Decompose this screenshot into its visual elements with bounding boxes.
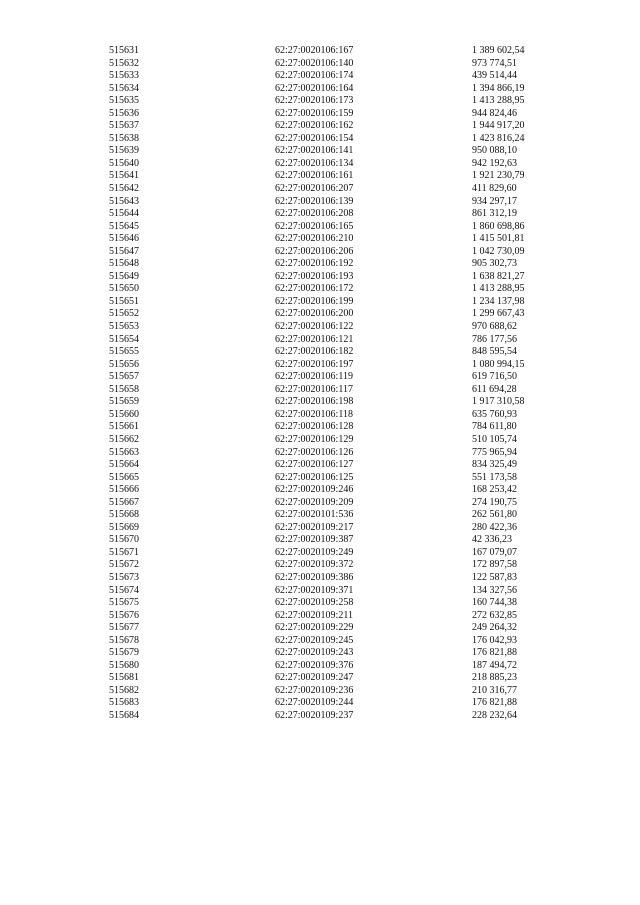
- cadastral-number-cell: 62:27:0020106:161: [275, 170, 354, 182]
- record-number-cell: 515668: [109, 509, 139, 521]
- cadastral-number-cell: 62:27:0020109:209: [275, 496, 354, 508]
- record-number-cell: 515639: [109, 145, 139, 157]
- cadastral-number-cell: 62:27:0020101:536: [275, 509, 354, 521]
- cadastral-value-cell: 122 587,83: [472, 571, 517, 583]
- record-number-cell: 515651: [109, 295, 139, 307]
- record-number-cell: 515650: [109, 283, 139, 295]
- record-number-cell: 515645: [109, 220, 139, 232]
- record-number-cell: 515659: [109, 396, 139, 408]
- table-row: [109, 145, 569, 158]
- table-row: [109, 672, 569, 685]
- cadastral-number-cell: 62:27:0020109:372: [275, 559, 354, 571]
- cadastral-value-cell: 176 821,88: [472, 697, 517, 709]
- table-row: [109, 321, 569, 334]
- cadastral-value-cell: 1 423 816,24: [472, 132, 525, 144]
- cadastral-value-cell: 1 042 730,09: [472, 245, 525, 257]
- table-row: [109, 472, 569, 485]
- cadastral-value-cell: 187 494,72: [472, 659, 517, 671]
- table-row: [109, 697, 569, 710]
- cadastral-number-cell: 62:27:0020109:237: [275, 709, 354, 721]
- table-row: [109, 522, 569, 535]
- record-number-cell: 515646: [109, 233, 139, 245]
- cadastral-number-cell: 62:27:0020106:198: [275, 396, 354, 408]
- cadastral-number-cell: 62:27:0020106:193: [275, 270, 354, 282]
- cadastral-value-cell: 611 694,28: [472, 383, 517, 395]
- record-number-cell: 515654: [109, 333, 139, 345]
- cadastral-value-cell: 1 415 501,81: [472, 233, 525, 245]
- cadastral-value-cell: 272 632,85: [472, 609, 517, 621]
- table-row: [109, 359, 569, 372]
- cadastral-number-cell: 62:27:0020106:118: [275, 408, 353, 420]
- cadastral-value-cell: 1 389 602,54: [472, 45, 525, 56]
- record-number-cell: 515642: [109, 183, 139, 195]
- cadastral-number-cell: 62:27:0020109:249: [275, 546, 354, 558]
- record-number-cell: 515643: [109, 195, 139, 207]
- cadastral-number-cell: 62:27:0020106:164: [275, 82, 354, 94]
- table-row: [109, 133, 569, 146]
- cadastral-value-cell: 942 192,63: [472, 157, 517, 169]
- table-row: [109, 83, 569, 96]
- table-row: [109, 660, 569, 673]
- table-row: [109, 434, 569, 447]
- cadastral-number-cell: 62:27:0020106:154: [275, 132, 354, 144]
- table-row: [109, 208, 569, 221]
- table-row: [109, 334, 569, 347]
- cadastral-value-cell: 635 760,93: [472, 408, 517, 420]
- cadastral-value-cell: 1 638 821,27: [472, 270, 525, 282]
- record-number-cell: 515667: [109, 496, 139, 508]
- record-number-cell: 515634: [109, 82, 139, 94]
- cadastral-number-cell: 62:27:0020106:172: [275, 283, 354, 295]
- record-number-cell: 515666: [109, 484, 139, 496]
- cadastral-number-cell: 62:27:0020109:245: [275, 634, 354, 646]
- cadastral-number-cell: 62:27:0020109:371: [275, 584, 354, 596]
- cadastral-number-cell: 62:27:0020106:122: [275, 321, 354, 333]
- table-row: [109, 183, 569, 196]
- record-number-cell: 515658: [109, 383, 139, 395]
- table-row: [109, 283, 569, 296]
- cadastral-value-cell: 262 561,80: [472, 509, 517, 521]
- record-number-cell: 515675: [109, 597, 139, 609]
- table-row: [109, 572, 569, 585]
- cadastral-number-cell: 62:27:0020106:208: [275, 208, 354, 220]
- cadastral-value-cell: 172 897,58: [472, 559, 517, 571]
- cadastral-number-cell: 62:27:0020106:174: [275, 70, 354, 82]
- table-row: [109, 547, 569, 560]
- table-row: [109, 308, 569, 321]
- record-number-cell: 515672: [109, 559, 139, 571]
- table-row: [109, 384, 569, 397]
- table-row: [109, 246, 569, 259]
- cadastral-number-cell: 62:27:0020106:159: [275, 107, 354, 119]
- table-row: [109, 346, 569, 359]
- record-number-cell: 515684: [109, 709, 139, 721]
- record-number-cell: 515676: [109, 609, 139, 621]
- table-row: [109, 534, 569, 547]
- table-row: [109, 447, 569, 460]
- cadastral-value-cell: 176 042,93: [472, 634, 517, 646]
- cadastral-value-cell: 861 312,19: [472, 208, 517, 220]
- table-row: [109, 421, 569, 434]
- cadastral-value-cell: 160 744,38: [472, 597, 517, 609]
- record-number-cell: 515644: [109, 208, 139, 220]
- cadastral-value-cell: 228 232,64: [472, 709, 517, 721]
- cadastral-number-cell: 62:27:0020109:376: [275, 659, 354, 671]
- cadastral-number-cell: 62:27:0020109:236: [275, 684, 354, 696]
- record-number-cell: 515671: [109, 546, 139, 558]
- table-row: [109, 108, 569, 121]
- cadastral-value-cell: 1 860 698,86: [472, 220, 525, 232]
- record-number-cell: 515662: [109, 433, 139, 445]
- cadastral-value-cell: 1 917 310,58: [472, 396, 525, 408]
- record-number-cell: 515641: [109, 170, 139, 182]
- record-number-cell: 515683: [109, 697, 139, 709]
- cadastral-value-cell: 280 422,36: [472, 521, 517, 533]
- table-row: [109, 233, 569, 246]
- cadastral-number-cell: 62:27:0020106:207: [275, 183, 354, 195]
- table-row: [109, 622, 569, 635]
- cadastral-value-cell: 848 595,54: [472, 346, 517, 358]
- cadastral-number-cell: 62:27:0020109:243: [275, 647, 354, 659]
- table-row: [109, 409, 569, 422]
- record-number-cell: 515636: [109, 107, 139, 119]
- cadastral-number-cell: 62:27:0020106:210: [275, 233, 354, 245]
- cadastral-value-cell: 786 177,56: [472, 333, 517, 345]
- cadastral-value-cell: 167 079,07: [472, 546, 517, 558]
- table-row: [109, 497, 569, 510]
- cadastral-value-cell: 973 774,51: [472, 57, 517, 69]
- cadastral-number-cell: 62:27:0020106:140: [275, 57, 354, 69]
- cadastral-value-cell: 551 173,58: [472, 471, 517, 483]
- record-number-cell: 515681: [109, 672, 139, 684]
- record-number-cell: 515669: [109, 521, 139, 533]
- table-row: [109, 585, 569, 598]
- record-number-cell: 515678: [109, 634, 139, 646]
- data-table: [109, 45, 569, 723]
- table-row: [109, 58, 569, 71]
- cadastral-number-cell: 62:27:0020106:167: [275, 45, 354, 56]
- table-row: [109, 95, 569, 108]
- cadastral-value-cell: 1 413 288,95: [472, 95, 525, 107]
- cadastral-number-cell: 62:27:0020106:162: [275, 120, 354, 132]
- cadastral-number-cell: 62:27:0020106:199: [275, 295, 354, 307]
- record-number-cell: 515673: [109, 571, 139, 583]
- cadastral-value-cell: 944 824,46: [472, 107, 517, 119]
- cadastral-number-cell: 62:27:0020106:134: [275, 157, 354, 169]
- cadastral-number-cell: 62:27:0020106:141: [275, 145, 354, 157]
- cadastral-number-cell: 62:27:0020106:200: [275, 308, 354, 320]
- cadastral-value-cell: 1 413 288,95: [472, 283, 525, 295]
- record-number-cell: 515674: [109, 584, 139, 596]
- cadastral-value-cell: 1 234 137,98: [472, 295, 525, 307]
- cadastral-number-cell: 62:27:0020109:246: [275, 484, 354, 496]
- record-number-cell: 515649: [109, 270, 139, 282]
- cadastral-number-cell: 62:27:0020106:119: [275, 371, 353, 383]
- cadastral-number-cell: 62:27:0020106:165: [275, 220, 354, 232]
- cadastral-number-cell: 62:27:0020106:127: [275, 459, 354, 471]
- record-number-cell: 515680: [109, 659, 139, 671]
- cadastral-value-cell: 775 965,94: [472, 446, 517, 458]
- record-number-cell: 515656: [109, 358, 139, 370]
- table-row: [109, 371, 569, 384]
- record-number-cell: 515664: [109, 459, 139, 471]
- cadastral-value-cell: 411 829,60: [472, 183, 517, 195]
- cadastral-value-cell: 218 885,23: [472, 672, 517, 684]
- record-number-cell: 515632: [109, 57, 139, 69]
- cadastral-number-cell: 62:27:0020109:244: [275, 697, 354, 709]
- table-row: [109, 221, 569, 234]
- cadastral-value-cell: 510 105,74: [472, 433, 517, 445]
- table-row: [109, 509, 569, 522]
- cadastral-number-cell: 62:27:0020106:121: [275, 333, 354, 345]
- cadastral-number-cell: 62:27:0020106:173: [275, 95, 354, 107]
- table-row: [109, 647, 569, 660]
- cadastral-value-cell: 274 190,75: [472, 496, 517, 508]
- cadastral-value-cell: 176 821,88: [472, 647, 517, 659]
- cadastral-value-cell: 784 611,80: [472, 421, 517, 433]
- cadastral-number-cell: 62:27:0020109:211: [275, 609, 353, 621]
- record-number-cell: 515638: [109, 132, 139, 144]
- table-row: [109, 635, 569, 648]
- record-number-cell: 515663: [109, 446, 139, 458]
- record-number-cell: 515657: [109, 371, 139, 383]
- cadastral-value-cell: 439 514,44: [472, 70, 517, 82]
- table-row: [109, 196, 569, 209]
- cadastral-value-cell: 934 297,17: [472, 195, 517, 207]
- cadastral-value-cell: 1 944 917,20: [472, 120, 525, 132]
- cadastral-number-cell: 62:27:0020106:128: [275, 421, 354, 433]
- record-number-cell: 515665: [109, 471, 139, 483]
- cadastral-number-cell: 62:27:0020109:229: [275, 622, 354, 634]
- cadastral-value-cell: 42 336,23: [472, 534, 512, 546]
- table-row: [109, 120, 569, 133]
- cadastral-number-cell: 62:27:0020109:247: [275, 672, 354, 684]
- cadastral-value-cell: 905 302,73: [472, 258, 517, 270]
- table-row: [109, 459, 569, 472]
- record-number-cell: 515679: [109, 647, 139, 659]
- cadastral-number-cell: 62:27:0020106:139: [275, 195, 354, 207]
- table-row: [109, 597, 569, 610]
- cadastral-value-cell: 134 327,56: [472, 584, 517, 596]
- cadastral-value-cell: 1 921 230,79: [472, 170, 525, 182]
- record-number-cell: 515647: [109, 245, 139, 257]
- cadastral-value-cell: 1 394 866,19: [472, 82, 525, 94]
- record-number-cell: 515633: [109, 70, 139, 82]
- record-number-cell: 515682: [109, 684, 139, 696]
- cadastral-value-cell: 249 264,32: [472, 622, 517, 634]
- cadastral-number-cell: 62:27:0020106:206: [275, 245, 354, 257]
- table-row: [109, 710, 569, 723]
- table-row: [109, 271, 569, 284]
- cadastral-value-cell: 970 688,62: [472, 321, 517, 333]
- cadastral-number-cell: 62:27:0020109:258: [275, 597, 354, 609]
- table-row: [109, 45, 569, 58]
- table-row: [109, 396, 569, 409]
- table-row: [109, 559, 569, 572]
- record-number-cell: 515653: [109, 321, 139, 333]
- cadastral-number-cell: 62:27:0020106:197: [275, 358, 354, 370]
- cadastral-value-cell: 950 088,10: [472, 145, 517, 157]
- cadastral-value-cell: 619 716,50: [472, 371, 517, 383]
- record-number-cell: 515661: [109, 421, 139, 433]
- cadastral-number-cell: 62:27:0020106:129: [275, 433, 354, 445]
- record-number-cell: 515655: [109, 346, 139, 358]
- cadastral-number-cell: 62:27:0020109:386: [275, 571, 354, 583]
- cadastral-number-cell: 62:27:0020109:217: [275, 521, 354, 533]
- record-number-cell: 515640: [109, 157, 139, 169]
- table-row: [109, 296, 569, 309]
- cadastral-number-cell: 62:27:0020106:192: [275, 258, 354, 270]
- cadastral-value-cell: 1 080 994,15: [472, 358, 525, 370]
- cadastral-number-cell: 62:27:0020106:117: [275, 383, 353, 395]
- cadastral-value-cell: 210 316,77: [472, 684, 517, 696]
- cadastral-number-cell: 62:27:0020106:182: [275, 346, 354, 358]
- cadastral-number-cell: 62:27:0020106:125: [275, 471, 354, 483]
- cadastral-number-cell: 62:27:0020106:126: [275, 446, 354, 458]
- table-row: [109, 170, 569, 183]
- cadastral-value-cell: 834 325,49: [472, 459, 517, 471]
- record-number-cell: 515631: [109, 45, 139, 56]
- table-row: [109, 258, 569, 271]
- cadastral-number-cell: 62:27:0020109:387: [275, 534, 354, 546]
- cadastral-value-cell: 168 253,42: [472, 484, 517, 496]
- cadastral-value-cell: 1 299 667,43: [472, 308, 525, 320]
- table-row: [109, 158, 569, 171]
- record-number-cell: 515637: [109, 120, 139, 132]
- record-number-cell: 515660: [109, 408, 139, 420]
- table-row: [109, 685, 569, 698]
- table-row: [109, 484, 569, 497]
- record-number-cell: 515648: [109, 258, 139, 270]
- table-row: [109, 70, 569, 83]
- record-number-cell: 515677: [109, 622, 139, 634]
- record-number-cell: 515670: [109, 534, 139, 546]
- record-number-cell: 515635: [109, 95, 139, 107]
- table-row: [109, 610, 569, 623]
- record-number-cell: 515652: [109, 308, 139, 320]
